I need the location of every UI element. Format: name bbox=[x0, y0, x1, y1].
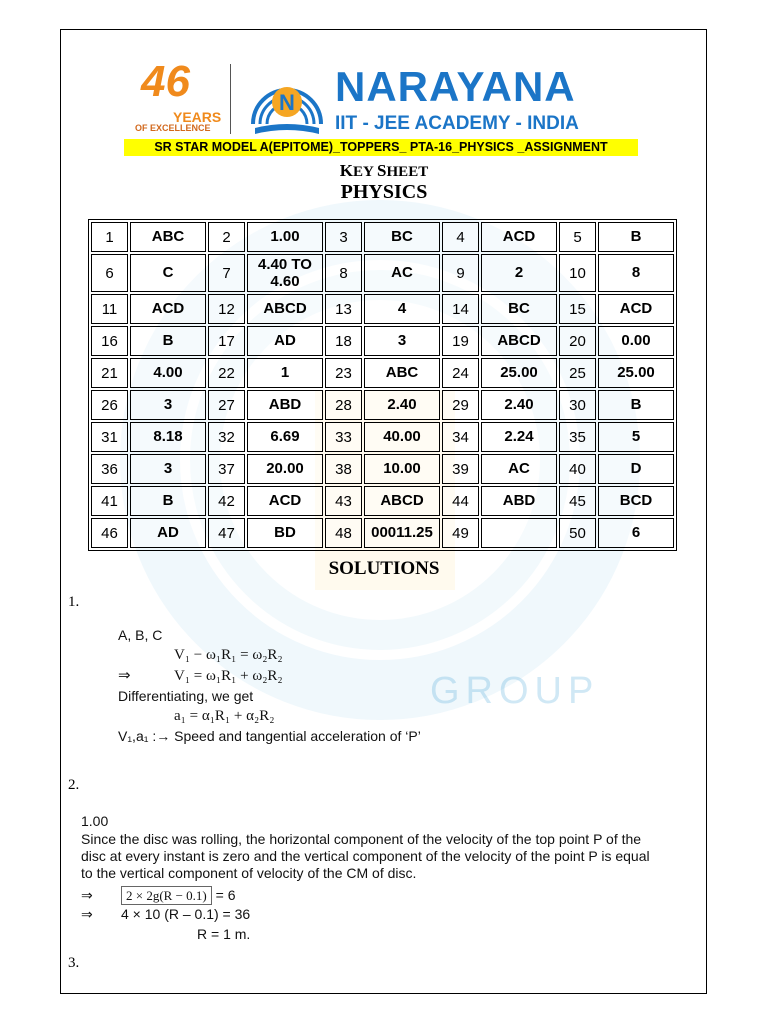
question-number-cell: 32 bbox=[208, 422, 245, 452]
question-number-cell: 12 bbox=[208, 294, 245, 324]
question-number-1: 1. bbox=[68, 594, 80, 610]
solution-1-eq1: V₁ − ω₁R₁ = ω₂R₂ bbox=[174, 647, 283, 664]
question-number-cell: 22 bbox=[208, 358, 245, 388]
question-number-cell: 3 bbox=[325, 222, 362, 252]
logo-46-years: 46 bbox=[141, 57, 190, 106]
answer-cell: BD bbox=[247, 518, 323, 548]
solution-1-eq3: a₁ = α₁R₁ + α₂R₂ bbox=[174, 708, 275, 724]
answer-cell: AC bbox=[364, 254, 440, 292]
key-table-row bbox=[91, 454, 674, 484]
question-number-cell: 41 bbox=[91, 486, 128, 516]
header-logo bbox=[135, 57, 635, 140]
answer-cell: 4 bbox=[364, 294, 440, 324]
solution-2-eq1-rhs: = 6 bbox=[211, 886, 236, 903]
assignment-title: SR STAR MODEL A(EPITOME)_TOPPERS_ PTA-16_PHYSICS _ASSIGNMENT bbox=[124, 139, 638, 156]
answer-cell: 6.69 bbox=[247, 422, 323, 452]
question-number-cell: 20 bbox=[559, 326, 596, 356]
logo-years-label: YEARS bbox=[173, 109, 222, 125]
logo-divider bbox=[230, 64, 231, 134]
answer-cell: B bbox=[598, 390, 674, 420]
solution-2-answer: 1.00 bbox=[81, 813, 109, 829]
question-number-cell: 37 bbox=[208, 454, 245, 484]
answer-cell: 0.00 bbox=[598, 326, 674, 356]
solution-1-text1: Differentiating, we get bbox=[118, 687, 254, 704]
key-table-row bbox=[91, 518, 674, 548]
answer-cell: BC bbox=[481, 294, 557, 324]
answer-cell: 2.24 bbox=[481, 422, 557, 452]
question-number-cell: 28 bbox=[325, 390, 362, 420]
answer-cell: 5 bbox=[598, 422, 674, 452]
solution-2-eq2: 4 × 10 (R – 0.1) = 36 bbox=[121, 906, 251, 923]
solution-2 bbox=[81, 812, 661, 944]
answer-cell: 2.40 bbox=[481, 390, 557, 420]
answer-cell: 2.40 bbox=[364, 390, 440, 420]
question-number-cell: 17 bbox=[208, 326, 245, 356]
answer-cell: 25.00 bbox=[598, 358, 674, 388]
question-number-cell: 10 bbox=[559, 254, 596, 292]
answer-cell: ACD bbox=[481, 222, 557, 252]
answer-key-table bbox=[88, 219, 677, 551]
answer-cell: B bbox=[598, 222, 674, 252]
question-number-cell: 48 bbox=[325, 518, 362, 548]
question-number-cell: 2 bbox=[208, 222, 245, 252]
question-number-cell: 39 bbox=[442, 454, 479, 484]
question-number-cell: 6 bbox=[91, 254, 128, 292]
answer-cell: 00011.25 bbox=[364, 518, 440, 548]
implies-icon: ⇒ bbox=[81, 906, 93, 923]
question-number-cell: 29 bbox=[442, 390, 479, 420]
question-number-cell: 1 bbox=[91, 222, 128, 252]
question-number-cell: 16 bbox=[91, 326, 128, 356]
key-table-row bbox=[91, 486, 674, 516]
answer-cell: 40.00 bbox=[364, 422, 440, 452]
key-table-row bbox=[91, 294, 674, 324]
answer-cell: BC bbox=[364, 222, 440, 252]
question-number-cell: 36 bbox=[91, 454, 128, 484]
answer-cell: B bbox=[130, 486, 206, 516]
question-number-cell: 47 bbox=[208, 518, 245, 548]
answer-cell: ABCD bbox=[247, 294, 323, 324]
question-number-cell: 5 bbox=[559, 222, 596, 252]
question-number-cell: 44 bbox=[442, 486, 479, 516]
answer-cell: ABC bbox=[130, 222, 206, 252]
solution-1 bbox=[118, 626, 478, 746]
answer-cell: 8 bbox=[598, 254, 674, 292]
question-number-cell: 25 bbox=[559, 358, 596, 388]
question-number-cell: 21 bbox=[91, 358, 128, 388]
key-sheet-heading: KEY SHEET bbox=[339, 161, 429, 180]
answer-cell: 25.00 bbox=[481, 358, 557, 388]
question-number-cell: 4 bbox=[442, 222, 479, 252]
solution-1-eq2: V₁ = ω₁R₁ + ω₂R₂ bbox=[174, 668, 283, 684]
question-number-cell: 43 bbox=[325, 486, 362, 516]
question-number-cell: 34 bbox=[442, 422, 479, 452]
answer-cell: AD bbox=[130, 518, 206, 548]
answer-cell: ACD bbox=[598, 294, 674, 324]
question-number-cell: 11 bbox=[91, 294, 128, 324]
question-number-cell: 14 bbox=[442, 294, 479, 324]
question-number-3: 3. bbox=[68, 955, 80, 971]
question-number-cell: 49 bbox=[442, 518, 479, 548]
implies-icon: ⇒ bbox=[118, 668, 131, 684]
answer-cell: 2 bbox=[481, 254, 557, 292]
answer-cell: D bbox=[598, 454, 674, 484]
answer-cell: 6 bbox=[598, 518, 674, 548]
solution-2-paragraph: Since the disc was rolling, the horizontal component of the velocity of the top point P of the disc at every instant is zero and the vertical component of the velocity of the point P is equal to the vertical component of velocity of the CM of disc. bbox=[81, 831, 650, 882]
answer-cell: ABC bbox=[364, 358, 440, 388]
question-number-cell: 18 bbox=[325, 326, 362, 356]
answer-cell: ACD bbox=[130, 294, 206, 324]
answer-cell: B bbox=[130, 326, 206, 356]
answer-cell: 3 bbox=[130, 454, 206, 484]
solutions-heading: SOLUTIONS bbox=[328, 558, 440, 579]
answer-cell: ACD bbox=[247, 486, 323, 516]
svg-text:N: N bbox=[279, 90, 295, 115]
logo-excellence-label: OF EXCELLENCE bbox=[135, 123, 211, 133]
answer-cell: 20.00 bbox=[247, 454, 323, 484]
key-table-row bbox=[91, 358, 674, 388]
implies-icon: ⇒ bbox=[81, 886, 93, 903]
question-number-cell: 50 bbox=[559, 518, 596, 548]
answer-cell: ABD bbox=[481, 486, 557, 516]
key-table-row bbox=[91, 222, 674, 252]
key-table-row bbox=[91, 422, 674, 452]
question-number-cell: 30 bbox=[559, 390, 596, 420]
watermark-group-text: GROUP bbox=[430, 670, 600, 712]
brand-name: NARAYANA bbox=[335, 63, 576, 110]
question-number-cell: 42 bbox=[208, 486, 245, 516]
brand-subtitle: IIT - JEE ACADEMY - INDIA bbox=[335, 113, 579, 134]
question-number-cell: 45 bbox=[559, 486, 596, 516]
question-number-cell: 26 bbox=[91, 390, 128, 420]
question-number-cell: 23 bbox=[325, 358, 362, 388]
answer-cell: 10.00 bbox=[364, 454, 440, 484]
question-number-cell: 31 bbox=[91, 422, 128, 452]
question-number-cell: 15 bbox=[559, 294, 596, 324]
answer-cell: 1.00 bbox=[247, 222, 323, 252]
solution-2-eq3: R = 1 m. bbox=[197, 925, 251, 942]
answer-cell: AC bbox=[481, 454, 557, 484]
key-table-row bbox=[91, 254, 674, 292]
key-table-row bbox=[91, 326, 674, 356]
answer-cell: 1 bbox=[247, 358, 323, 388]
question-number-cell: 8 bbox=[325, 254, 362, 292]
question-number-cell: 38 bbox=[325, 454, 362, 484]
question-number-cell: 24 bbox=[442, 358, 479, 388]
question-number-cell: 7 bbox=[208, 254, 245, 292]
answer-cell: BCD bbox=[598, 486, 674, 516]
answer-cell: AD bbox=[247, 326, 323, 356]
subject-heading: PHYSICS bbox=[340, 181, 428, 203]
question-number-cell: 19 bbox=[442, 326, 479, 356]
question-number-cell: 13 bbox=[325, 294, 362, 324]
key-table-row bbox=[91, 390, 674, 420]
solution-1-text2: V₁,a₁ :→ Speed and tangential acceleration of ‘P’ bbox=[118, 727, 421, 744]
answer-cell: ABCD bbox=[481, 326, 557, 356]
answer-cell bbox=[481, 518, 557, 548]
answer-cell: 8.18 bbox=[130, 422, 206, 452]
answer-cell: ABD bbox=[247, 390, 323, 420]
answer-cell: 4.00 bbox=[130, 358, 206, 388]
question-number-cell: 27 bbox=[208, 390, 245, 420]
answer-cell: 3 bbox=[364, 326, 440, 356]
answer-cell: ABCD bbox=[364, 486, 440, 516]
question-number-cell: 35 bbox=[559, 422, 596, 452]
answer-cell: 4.40 TO 4.60 bbox=[247, 254, 323, 292]
solution-1-answer: A, B, C bbox=[118, 627, 163, 643]
answer-cell: 3 bbox=[130, 390, 206, 420]
solution-2-root: 2 × 2g(R − 0.1) bbox=[121, 886, 212, 906]
question-number-cell: 33 bbox=[325, 422, 362, 452]
answer-cell: C bbox=[130, 254, 206, 292]
question-number-cell: 46 bbox=[91, 518, 128, 548]
question-number-2: 2. bbox=[68, 777, 80, 793]
narayana-emblem-icon bbox=[247, 62, 327, 136]
question-number-cell: 40 bbox=[559, 454, 596, 484]
question-number-cell: 9 bbox=[442, 254, 479, 292]
